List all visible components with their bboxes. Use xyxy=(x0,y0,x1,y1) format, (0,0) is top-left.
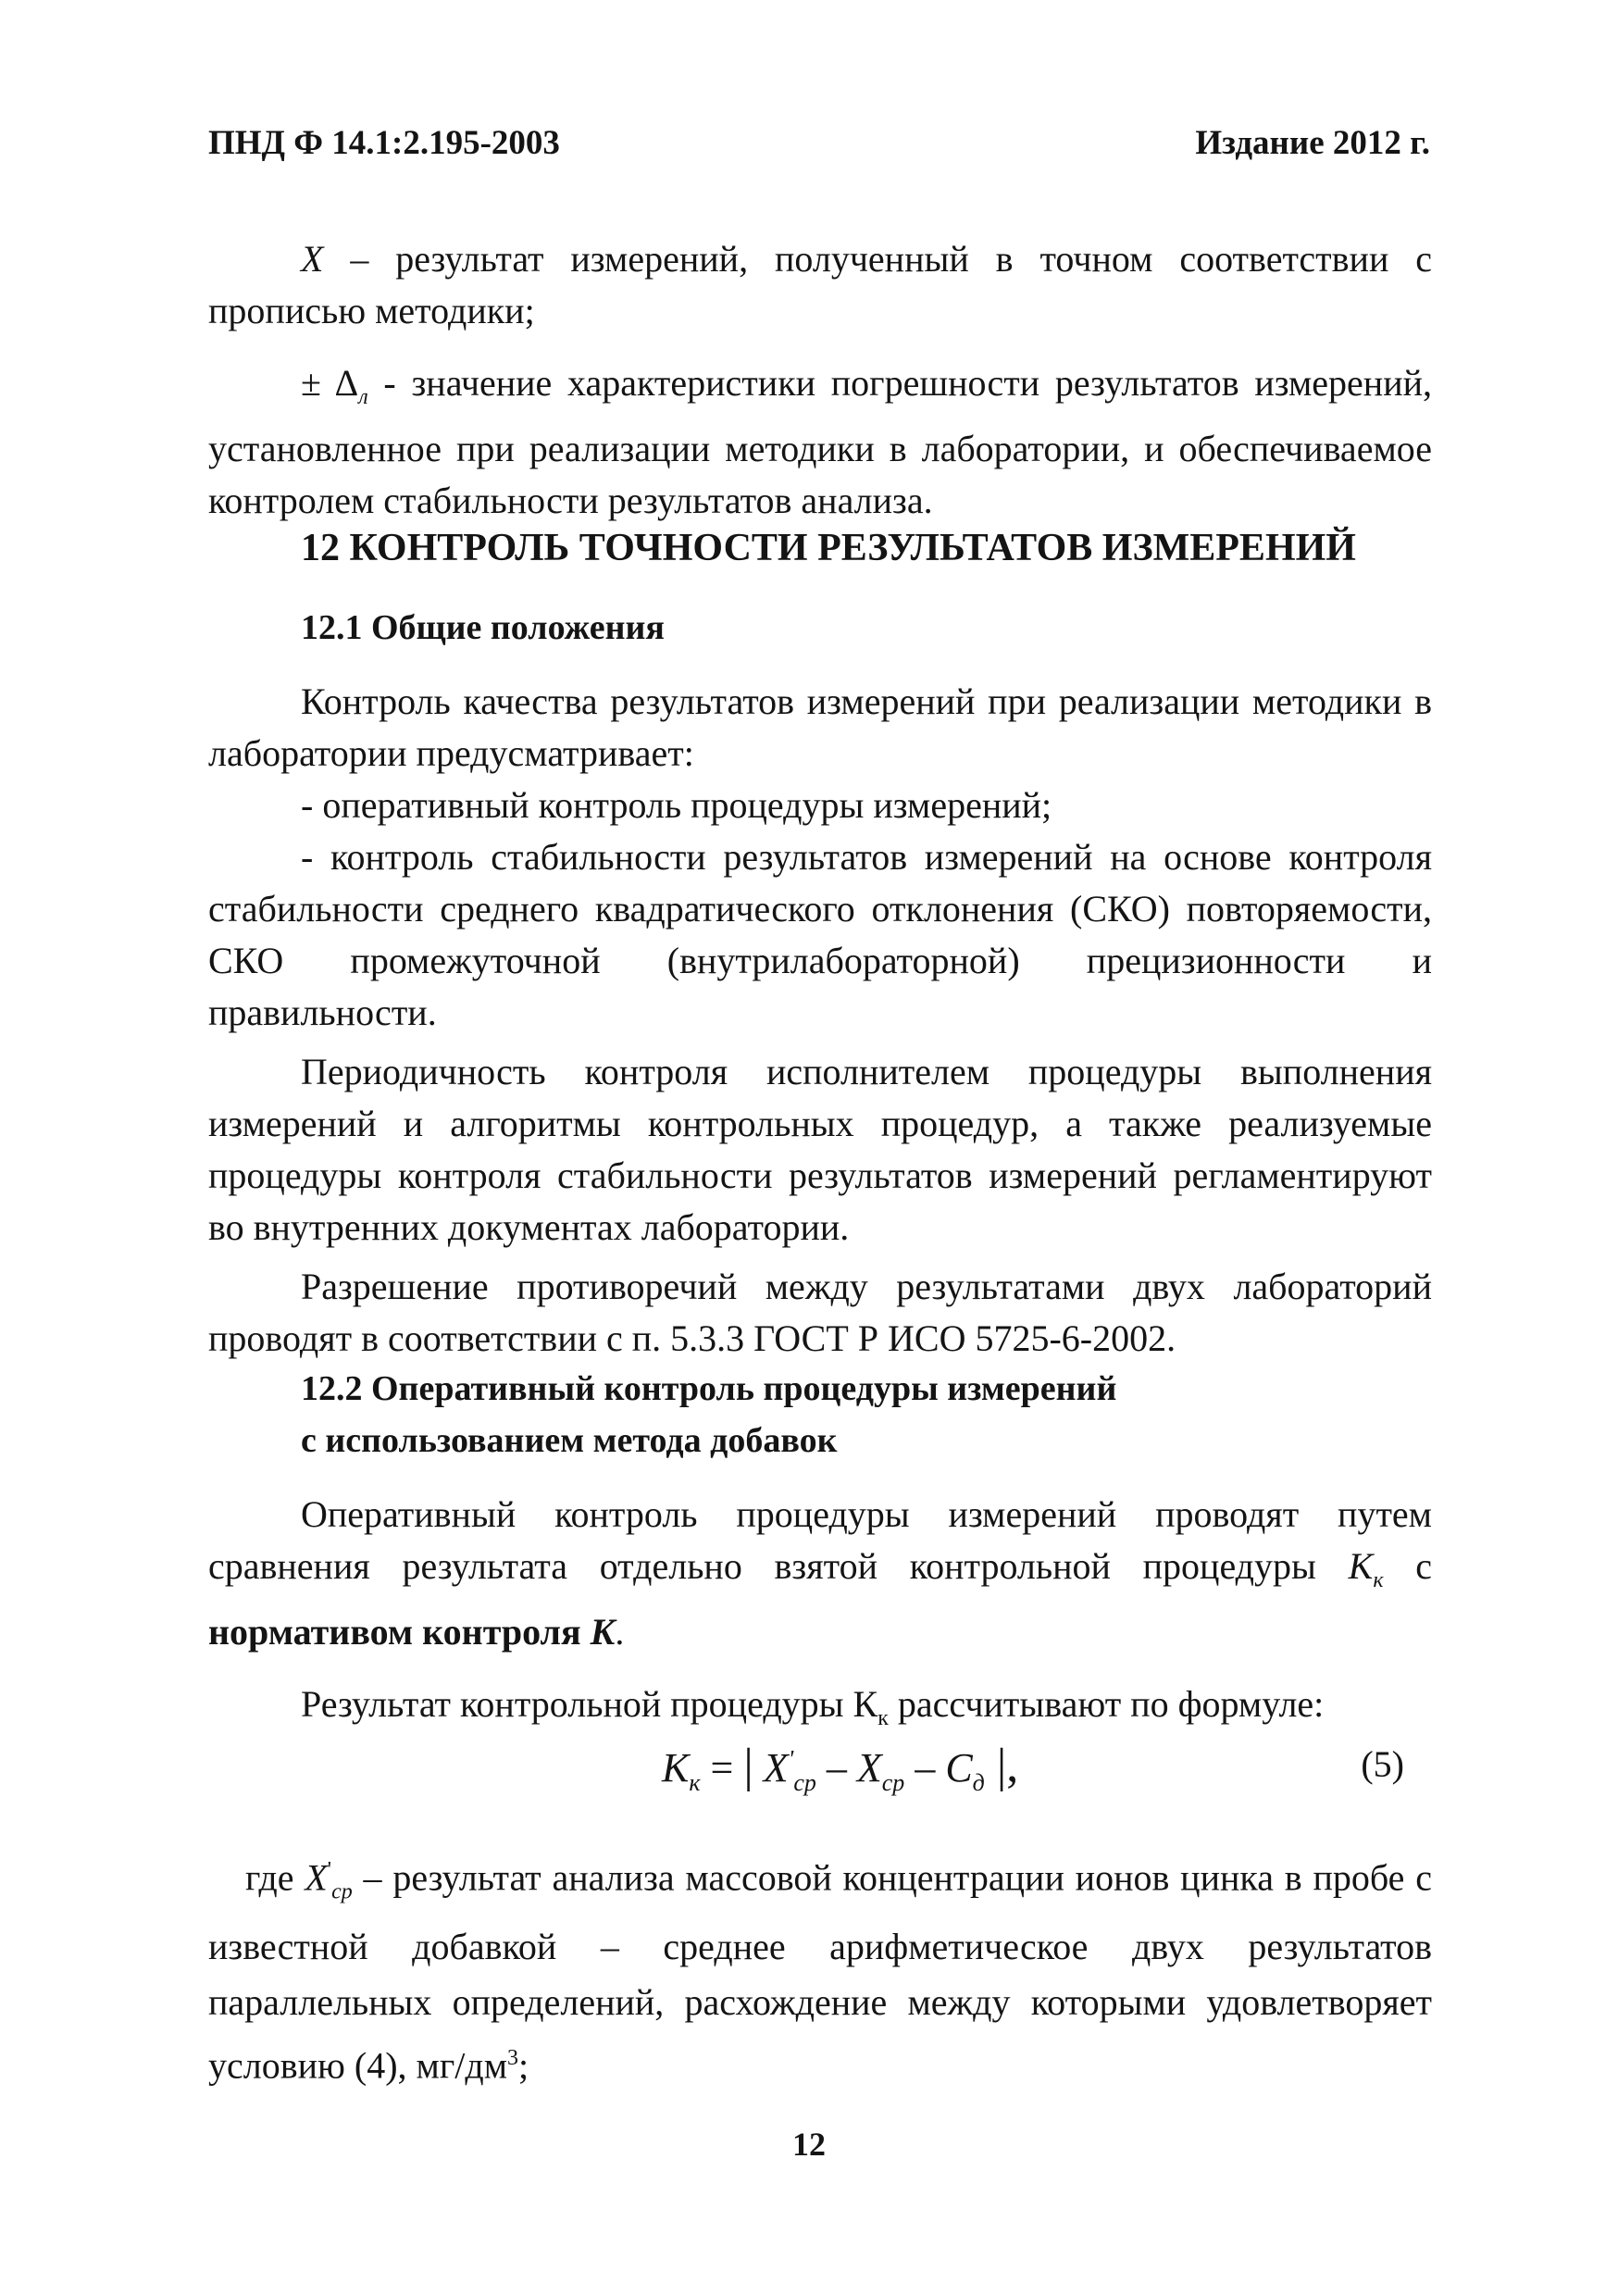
result-formula-intro-sub: к xyxy=(877,1706,889,1730)
formula-equals: = xyxy=(700,1745,744,1791)
symbol-delta-sub: л xyxy=(358,385,368,409)
paragraph-operative-control-text: Оперативный контроль процедуры измерений проводят путем сравнения результата отдельно взятой контрольной процедуры xyxy=(208,1493,1432,1587)
paragraph-operative-control-standard xyxy=(208,1611,615,1653)
symbol-kk: K xyxy=(1348,1545,1374,1587)
formula-lhs: K xyxy=(662,1745,690,1791)
where-symbol-prime: ' xyxy=(327,1858,332,1882)
where-text: – результат анализа массовой концентрации ионов цинка в пробе с известной добавкой – среднее арифметическое двух результатов параллельных определений, расхождение между которыми удовлетворяет условию (4), мг/дм xyxy=(208,1856,1432,2087)
symbol-k: K xyxy=(590,1611,616,1653)
where-lead: где xyxy=(245,1856,305,1899)
standard-text: нормативом контроля xyxy=(208,1611,591,1653)
formula-c-sub: д xyxy=(972,1768,985,1796)
formula-c: C xyxy=(945,1745,973,1791)
where-x-prime xyxy=(208,1842,1432,2094)
symbol-kk-sub: к xyxy=(1373,1568,1384,1592)
subsection-title-12-2 xyxy=(301,1363,1116,1466)
formula-explanation xyxy=(208,1842,1432,2094)
formula-number: (5) xyxy=(1361,1743,1404,1785)
definition-x-text: – результат измерений, полученный в точном соответствии с прописью методики; xyxy=(208,238,1432,331)
formula-x-prime-sub: ср xyxy=(793,1768,816,1796)
intro-definitions xyxy=(208,233,1432,527)
formula-x-prime: X xyxy=(753,1745,789,1791)
paragraph-control-quality: Контроль качества результатов измерений при реализации методики в лаборатории предусматривает: xyxy=(208,680,1432,774)
symbol-delta: ± Δ xyxy=(301,362,359,404)
result-formula-intro-tail: рассчитывают по формуле: xyxy=(888,1683,1325,1725)
formula-expression xyxy=(662,1739,1018,1797)
formula-x-prime-mark: ' xyxy=(788,1744,794,1773)
edition-label: Издание 2012 г. xyxy=(1195,124,1430,162)
standard-period: . xyxy=(615,1611,625,1653)
list-item-operative-control: - оперативный контроль процедуры измерений; xyxy=(301,784,1052,826)
where-unit-sup: 3 xyxy=(507,2046,519,2071)
subsection-title-12-1: 12.1 Общие положения xyxy=(301,608,665,647)
where-symbol-sub: ср xyxy=(331,1879,353,1904)
page-number: 12 xyxy=(792,2126,826,2163)
definition-delta xyxy=(208,357,1432,527)
formula-x-mean: X xyxy=(856,1745,882,1791)
list-item-stability-control: - контроль стабильности результатов измерений на основе контроля стабильности среднего квадратического отклонения (СКО) повторяемости, СКО промежуточной (внутрилабораторной) прецизионности и правильности. xyxy=(208,836,1432,1033)
definition-x xyxy=(208,233,1432,337)
where-symbol: X xyxy=(305,1856,328,1899)
result-formula-intro-text: Результат контрольной процедуры К xyxy=(301,1683,878,1725)
paragraph-contradictions: Разрешение противоречий между результатами двух лабораторий проводят в соответствии с п. 5.3.3 ГОСТ Р ИСО 5725-6-2002. xyxy=(208,1266,1432,1359)
formula-5 xyxy=(208,1739,1432,1813)
document-code: ПНД Ф 14.1:2.195-2003 xyxy=(208,124,560,162)
section-title: 12 КОНТРОЛЬ ТОЧНОСТИ РЕЗУЛЬТАТОВ ИЗМЕРЕНИЙ xyxy=(301,527,1356,569)
where-end: ; xyxy=(518,2044,529,2087)
subsection-title-12-2-line1: 12.2 Оперативный контроль процедуры измерений xyxy=(301,1369,1117,1408)
formula-abs-close: |, xyxy=(984,1740,1019,1792)
general-provisions-body xyxy=(208,676,1432,1365)
paragraph-operative-control-with: с xyxy=(1383,1545,1432,1587)
formula-x-mean-sub: ср xyxy=(881,1768,905,1796)
operative-control-body xyxy=(208,1489,1432,1744)
paragraph-operative-control xyxy=(208,1489,1432,1658)
formula-lhs-sub: к xyxy=(689,1768,701,1796)
formula-minus-1: – xyxy=(815,1745,857,1791)
symbol-x: X xyxy=(301,238,324,280)
formula-abs-open: | xyxy=(743,1740,753,1792)
formula-minus-2: – xyxy=(904,1745,946,1791)
paragraph-result-formula-intro xyxy=(208,1678,1432,1744)
subsection-title-12-2-line2: с использованием метода добавок xyxy=(301,1421,838,1460)
definition-delta-text: - значение характеристики погрешности результатов измерений, установленное при реализации методики в лаборатории, и обеспечиваемое контролем стабильности результатов анализа. xyxy=(208,362,1433,521)
paragraph-periodicity: Периодичность контроля исполнителем процедуры выполнения измерений и алгоритмы контрольных процедур, а также реализуемые процедуры контроля стабильности результатов измерений регламентируют во внутренних документах лаборатории. xyxy=(208,1051,1432,1248)
